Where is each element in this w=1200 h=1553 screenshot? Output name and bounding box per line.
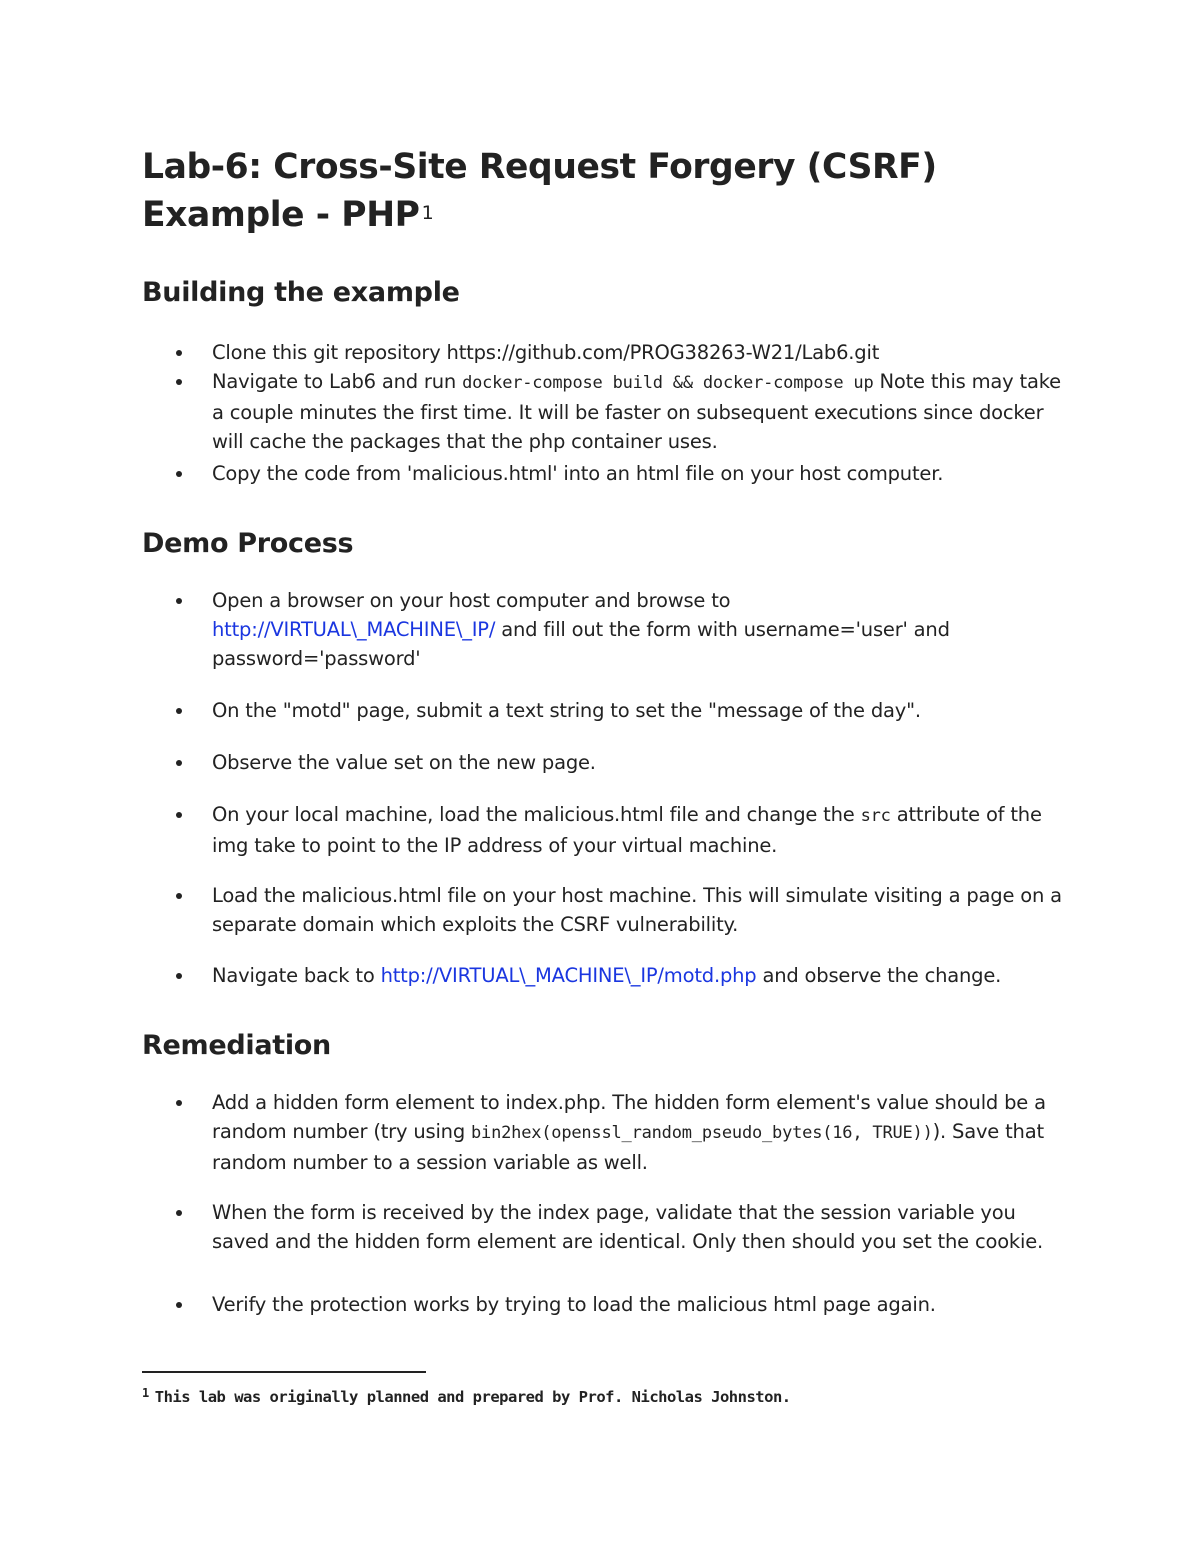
code-src: src — [860, 806, 891, 826]
footnote-divider — [142, 1371, 426, 1373]
footnote-ref[interactable]: 1 — [421, 202, 434, 224]
list-item-navigate: Navigate to Lab6 and run docker-compose build && docker-compose up Note this may take a couple minutes the first time. It will be faster on subsequent executions since docker will cache the packages that the php container uses. — [212, 367, 1072, 456]
footnote — [142, 1386, 791, 1408]
list-item-load-malicious: Load the malicious.html file on your host machine. This will simulate visiting a page on a separate domain which exploits the CSRF vulnerability. — [212, 881, 1072, 939]
list-item-motd: On the "motd" page, submit a text string to set the "message of the day". — [212, 696, 1072, 725]
list-item-local-machine: On your local machine, load the malicious.html file and change the src attribute of the img take to point to the IP address of your virtual machine. — [212, 800, 1072, 860]
list-item-clone: Clone this git repository https://github.com/PROG38263-W21/Lab6.git — [212, 338, 1072, 367]
heading-remediation: Remediation — [142, 1030, 331, 1061]
code-bin2hex: bin2hex(openssl_random_pseudo_bytes(16, TRUE)) — [471, 1123, 933, 1143]
list-item-verify: Verify the protection works by trying to load the malicious html page again. — [212, 1290, 1072, 1319]
footnote-number: 1 — [142, 1386, 149, 1400]
list-item-open-browser: Open a browser on your host computer and browse to http://VIRTUAL\_MACHINE\_IP/ and fill out the form with username='user' and password='password' — [212, 586, 992, 673]
heading-building: Building the example — [142, 277, 460, 308]
list-item-validate: When the form is received by the index page, validate that the session variable you saved and the hidden form element are identical. Only then should you set the cookie. — [212, 1198, 1072, 1256]
code-docker-compose: docker-compose build && docker-compose up — [462, 373, 874, 393]
footnote-text: This lab was originally planned and prepared by Prof. Nicholas Johnston. — [154, 1388, 791, 1406]
page-title: Lab-6: Cross-Site Request Forgery (CSRF) Example - PHP $^1$ — [142, 147, 937, 235]
motd-link[interactable]: http://VIRTUAL\_MACHINE\_IP/motd.php — [380, 964, 757, 987]
heading-demo: Demo Process — [142, 528, 354, 559]
list-item-add-hidden: Add a hidden form element to index.php. The hidden form element's value should be a random number (try using bin2hex(openssl_random_pseudo_bytes(16, TRUE))). Save that random number to a session variable as well. — [212, 1088, 1072, 1177]
list-item-copy: Copy the code from 'malicious.html' into an html file on your host computer. — [212, 459, 1072, 488]
list-item-observe: Observe the value set on the new page. — [212, 748, 1072, 777]
vm-ip-link[interactable]: http://VIRTUAL\_MACHINE\_IP/ — [212, 618, 496, 641]
list-item-navigate-back: Navigate back to http://VIRTUAL\_MACHINE\_IP/motd.php and observe the change. — [212, 961, 1072, 990]
